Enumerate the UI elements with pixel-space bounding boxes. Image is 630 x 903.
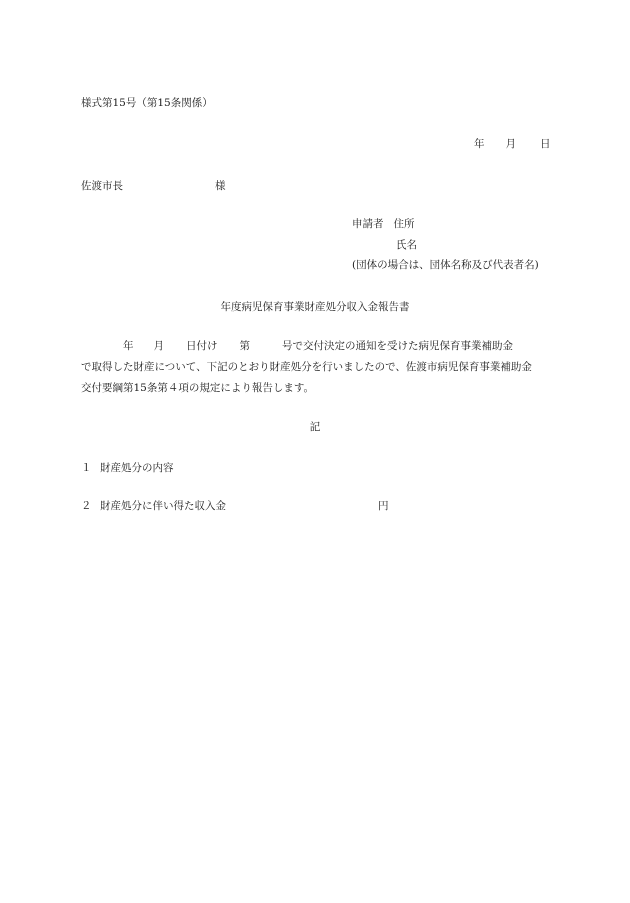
body-line-1-rest: 号で交付決定の通知を受けた病児保育事業補助金 — [282, 340, 513, 352]
form-number: 様式第15号（第15条関係） — [81, 97, 213, 109]
body-month: 月 — [153, 340, 164, 352]
applicant-note: (団体の場合は、団体名称及び代表者名) — [352, 259, 539, 271]
body-line-3: 交付要綱第15条第４項の規定により報告します。 — [81, 382, 315, 394]
addressee-name: 佐渡市長 — [81, 180, 123, 192]
body-number-prefix: 第 — [239, 340, 250, 352]
body-line-1 — [81, 336, 551, 357]
applicant-address-label: 住所 — [393, 218, 415, 230]
addressee-honorific: 様 — [215, 180, 226, 192]
item-unit: 円 — [378, 500, 389, 512]
item-label: 財産処分に伴い得た収入金 — [100, 500, 226, 512]
date-year: 年 — [474, 138, 485, 150]
list-item — [81, 461, 174, 475]
document-title: 年度病児保育事業財産処分収入金報告書 — [220, 301, 410, 313]
ki-heading: 記 — [309, 421, 321, 433]
applicant-name-label: 氏名 — [396, 239, 417, 251]
date-line — [474, 137, 551, 151]
applicant-address-row — [352, 217, 415, 231]
item-label: 財産処分の内容 — [100, 462, 174, 474]
item-number: ２ — [81, 500, 92, 512]
body-date-suffix: 日付け — [186, 340, 218, 352]
addressee — [81, 179, 226, 193]
body-line-2: で取得した財産について、下記のとおり財産処分を行いましたので、佐渡市病児保育事業補助金 — [81, 361, 532, 373]
item-number: １ — [81, 462, 92, 474]
date-day: 日 — [540, 138, 551, 150]
applicant-label: 申請者 — [352, 218, 384, 230]
list-item — [81, 499, 389, 513]
body-paragraph — [81, 336, 551, 399]
date-month: 月 — [505, 138, 516, 150]
body-year: 年 — [123, 340, 134, 352]
